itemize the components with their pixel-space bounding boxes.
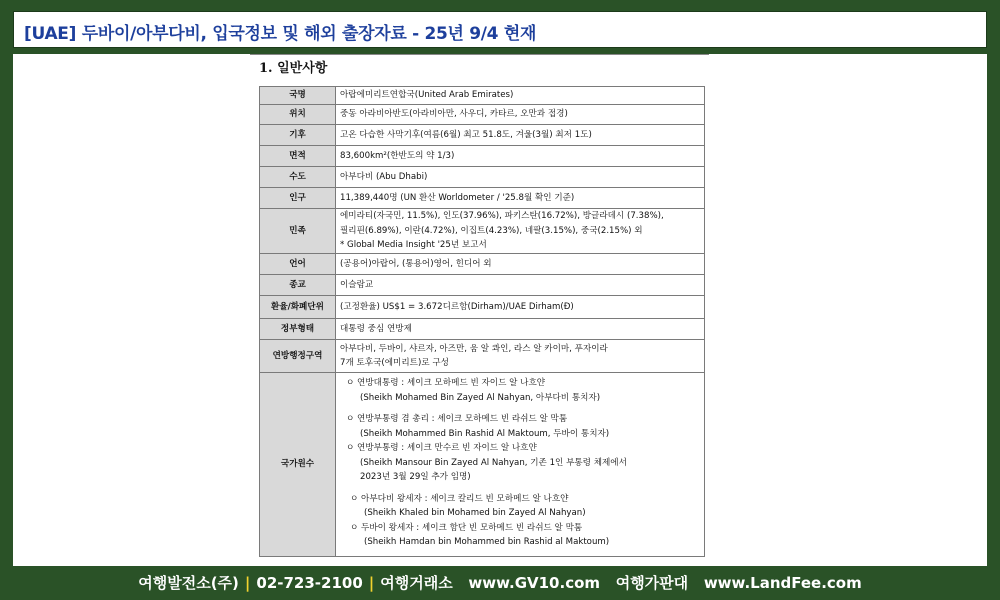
table-row bbox=[260, 188, 705, 209]
value-line: 중동 아라비아반도(아라비아만, 사우디, 카타르, 오만과 접경) bbox=[340, 109, 568, 120]
footer-link-gv10[interactable]: www.GV10.com bbox=[468, 574, 601, 592]
table-row bbox=[260, 167, 705, 188]
table-row-government bbox=[260, 373, 705, 557]
value-line: 에미라티(자국민, 11.5%), 인도(37.96%), 파키스탄(16.72%), 방글라데시 (7.38%), bbox=[340, 211, 664, 222]
value-line: 대통령 중심 연방제 bbox=[340, 323, 412, 334]
section-divider bbox=[250, 54, 709, 55]
row-label: 수도 bbox=[260, 167, 336, 188]
row-label: 위치 bbox=[260, 105, 336, 125]
footer-link-landfee[interactable]: www.LandFee.com bbox=[703, 574, 862, 592]
government-detail: (Sheikh Khaled bin Mohamed bin Zayed Al Nahyan) bbox=[364, 508, 586, 518]
row-value bbox=[336, 373, 705, 557]
value-line: 이슬람교 bbox=[340, 279, 374, 290]
government-detail: (Sheikh Mansour Bin Zayed Al Nahyan, 기존 1인 부통령 체제에서 bbox=[360, 457, 627, 468]
row-value bbox=[336, 296, 705, 319]
table-row bbox=[260, 296, 705, 319]
row-value bbox=[336, 125, 705, 146]
government-item bbox=[340, 412, 700, 441]
row-label: 국명 bbox=[260, 87, 336, 105]
row-label: 종교 bbox=[260, 275, 336, 296]
value-line: 고온 다습한 사막기후(여름(6월) 최고 51.8도, 겨울(3월) 최저 1도) bbox=[340, 129, 592, 140]
row-value bbox=[336, 146, 705, 167]
row-label: 기후 bbox=[260, 125, 336, 146]
value-line: (고정환율) US$1 = 3.672디르함(Dirham)/UAE Dirham(Đ) bbox=[340, 301, 574, 312]
row-label: 국가원수 bbox=[260, 373, 336, 557]
footer-separator: | bbox=[368, 574, 375, 592]
government-item bbox=[340, 441, 700, 485]
row-value bbox=[336, 340, 705, 373]
footer bbox=[0, 566, 1000, 600]
row-label: 민족 bbox=[260, 209, 336, 254]
section-title: 1. 일반사항 bbox=[259, 61, 328, 76]
row-label: 환율/화폐단위 bbox=[260, 296, 336, 319]
value-line: 아부다비, 두바이, 샤르자, 아즈만, 움 알 콰인, 라스 알 카이마, 푸자이라 bbox=[340, 343, 608, 354]
footer-separator: | bbox=[244, 574, 251, 592]
table-row bbox=[260, 275, 705, 296]
government-detail: (Sheikh Mohammed Bin Rashid Al Maktoum, 두바이 통치자) bbox=[360, 428, 610, 439]
row-label: 연방행정구역 bbox=[260, 340, 336, 373]
footer-company: 여행발전소(주) bbox=[138, 574, 239, 592]
government-item bbox=[340, 376, 700, 405]
row-value bbox=[336, 209, 705, 254]
government-item bbox=[340, 492, 700, 521]
row-value bbox=[336, 254, 705, 275]
value-line: 필리핀(6.89%), 이란(4.72%), 이집트(4.23%), 네팔(3.15%), 중국(2.15%) 외 bbox=[340, 225, 643, 236]
footer-phone: 02-723-2100 bbox=[256, 574, 363, 592]
government-detail: (Sheikh Hamdan bin Mohammed bin Rashid al Maktoum) bbox=[364, 537, 610, 547]
government-title: ㅇ 연방부통령 겸 총리 : 셰이크 모하메드 빈 라쉬드 알 막툼 bbox=[346, 414, 568, 424]
government-item bbox=[340, 521, 700, 550]
table-row bbox=[260, 105, 705, 125]
table-row bbox=[260, 209, 705, 254]
government-title: ㅇ 연방대통령 : 셰이크 모하메드 빈 자이드 알 나흐얀 bbox=[346, 378, 546, 388]
row-label: 인구 bbox=[260, 188, 336, 209]
government-title: ㅇ 아부다비 왕세자 : 셰이크 칼리드 빈 모하메드 알 나흐얀 bbox=[350, 493, 569, 504]
table-row bbox=[260, 146, 705, 167]
table-row bbox=[260, 319, 705, 340]
government-title: ㅇ 두바이 왕세자 : 셰이크 함단 빈 모하메드 빈 라쉬드 알 막툼 bbox=[350, 522, 583, 533]
row-value bbox=[336, 275, 705, 296]
value-line: 7개 토후국(에미리트)로 구성 bbox=[340, 358, 449, 368]
row-label: 언어 bbox=[260, 254, 336, 275]
government-title: ㅇ 연방부통령 : 셰이크 만수르 빈 자이드 알 나흐얀 bbox=[346, 443, 537, 453]
document-content bbox=[13, 54, 987, 566]
row-value bbox=[336, 105, 705, 125]
footer-label-2: 여행가판대 bbox=[615, 574, 689, 592]
footer-label-1: 여행거래소 bbox=[380, 574, 453, 592]
value-line: * Global Media Insight '25년 보고서 bbox=[340, 240, 487, 251]
row-label: 면적 bbox=[260, 146, 336, 167]
value-line: 11,389,440명 (UN 환산 Worldometer / '25.8월 확인 기준) bbox=[340, 192, 575, 203]
table-row bbox=[260, 87, 705, 105]
info-table bbox=[259, 86, 705, 557]
government-detail: (Sheikh Mohamed Bin Zayed Al Nahyan, 아부다비 통치자) bbox=[360, 392, 601, 403]
title-bar bbox=[13, 11, 987, 48]
row-value bbox=[336, 188, 705, 209]
government-detail: 2023년 3월 29일 추가 임명) bbox=[360, 472, 471, 482]
row-value bbox=[336, 319, 705, 340]
page-title: [UAE] 두바이/아부다비, 입국정보 및 해외 출장자료 - 25년 9/4 현재 bbox=[24, 24, 537, 44]
value-line: (공용어)아랍어, (통용어)영어, 힌디어 외 bbox=[340, 258, 492, 269]
value-line: 83,600km²(한반도의 약 1/3) bbox=[340, 150, 455, 161]
row-value bbox=[336, 167, 705, 188]
value-line: 아랍에미리트연합국(United Arab Emirates) bbox=[340, 90, 514, 101]
table-row bbox=[260, 125, 705, 146]
table-row bbox=[260, 254, 705, 275]
value-line: 아부다비 (Abu Dhabi) bbox=[340, 171, 428, 182]
row-label: 정부형태 bbox=[260, 319, 336, 340]
row-value bbox=[336, 87, 705, 105]
table-row bbox=[260, 340, 705, 373]
